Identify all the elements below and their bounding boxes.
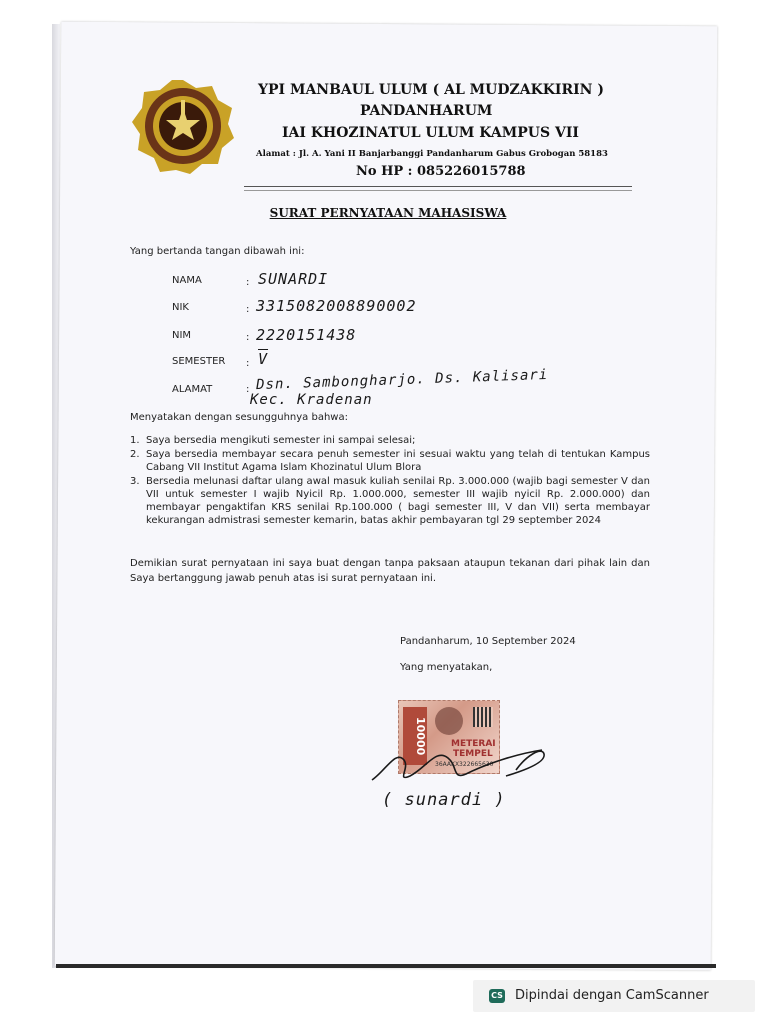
stamp-serial: 36AAKX322665630 <box>435 761 494 768</box>
nik-label: NIK <box>172 302 189 313</box>
institution-logo-icon <box>130 78 236 174</box>
nim-value: 2220151438 <box>256 326 357 344</box>
qr-code-icon <box>473 707 493 727</box>
camscanner-text: Dipindai dengan CamScanner <box>515 988 709 1003</box>
header-foundation: YPI MANBAUL ULUM ( AL MUDZAKKIRIN ) <box>258 82 604 98</box>
stamp-text-tempel: TEMPEL <box>453 749 493 759</box>
list-item: 1. Saya bersedia mengikuti semester ini sampai selesai; <box>130 435 416 446</box>
camscanner-logo-icon: CS <box>489 989 505 1003</box>
colon: : <box>246 277 250 288</box>
colon: : <box>246 304 250 315</box>
semester-value: $\overline{V}$ <box>258 350 269 368</box>
header-phone: No HP : 085226015788 <box>356 164 526 179</box>
paper-shadow <box>56 964 716 968</box>
nama-value: SUNARDI <box>258 270 329 288</box>
alamat-label: ALAMAT <box>172 384 213 395</box>
list-item: 2. Saya bersedia membayar secara penuh semester ini sesuai waktu yang telah di tentukan Kampus Cabang VII Institut Agama Islam Khozinatul Ulum Blora <box>130 449 650 473</box>
nama-label: NAMA <box>172 275 202 286</box>
intro-text: Yang bertanda tangan dibawah ini: <box>130 246 305 257</box>
statement-list <box>130 434 650 528</box>
alamat-value-line2: Kec. Kradenan <box>250 392 373 408</box>
colon: : <box>246 384 250 395</box>
list-item: 3. Bersedia melunasi daftar ulang awal masuk kuliah senilai Rp. 3.000.000 (wajib bagi semester V dan VII untuk semester I wajib Nyicil Rp. 1.000.000, semester III wajib nyicil Rp. 2.000.000) dan membayar pengaktifan KRS senilai Rp.100.000 ( bagi semester III, V dan VII) serta membayar kekurangan admistrasi semester kemarin, batas akhir pembayaran tgl 29 september 2024 <box>130 476 650 526</box>
declaration-text: Menyatakan dengan sesungguhnya bahwa: <box>130 412 348 423</box>
signature-name: ( sunardi ) <box>382 790 506 810</box>
colon: : <box>246 332 250 343</box>
garuda-emblem-icon <box>435 707 463 735</box>
header-rule-thin <box>244 190 632 191</box>
header-address: Alamat : Jl. A. Yani II Banjarbanggi Pandanharum Gabus Grobogan 58183 <box>256 149 608 159</box>
header-institute: IAI KHOZINATUL ULUM KAMPUS VII <box>282 125 579 141</box>
header-rule <box>244 186 632 187</box>
header-location: PANDANHARUM <box>360 103 493 119</box>
semester-label: SEMESTER <box>172 356 226 367</box>
camscanner-badge <box>473 980 755 1012</box>
stamp-text-meterai: METERAI <box>451 739 496 749</box>
closing-paragraph: Demikian surat pernyataan ini saya buat dengan tanpa paksaan ataupun tekanan dari pihak lain dan Saya bertanggung jawab penuh atas isi surat pernyataan ini. <box>130 558 650 584</box>
document-title: SURAT PERNYATAAN MAHASISWA <box>269 206 507 220</box>
yang-menyatakan: Yang menyatakan, <box>400 662 493 673</box>
nik-value: 3315082008890002 <box>256 297 417 315</box>
stamp-value: 10000 <box>403 707 427 765</box>
place-date: Pandanharum, 10 September 2024 <box>400 636 576 647</box>
alamat-value-line1: Dsn. Sambongharjo. Ds. Kalisari <box>255 366 549 394</box>
nim-label: NIM <box>172 330 192 341</box>
signature-icon <box>366 740 556 790</box>
colon: : <box>246 358 250 369</box>
